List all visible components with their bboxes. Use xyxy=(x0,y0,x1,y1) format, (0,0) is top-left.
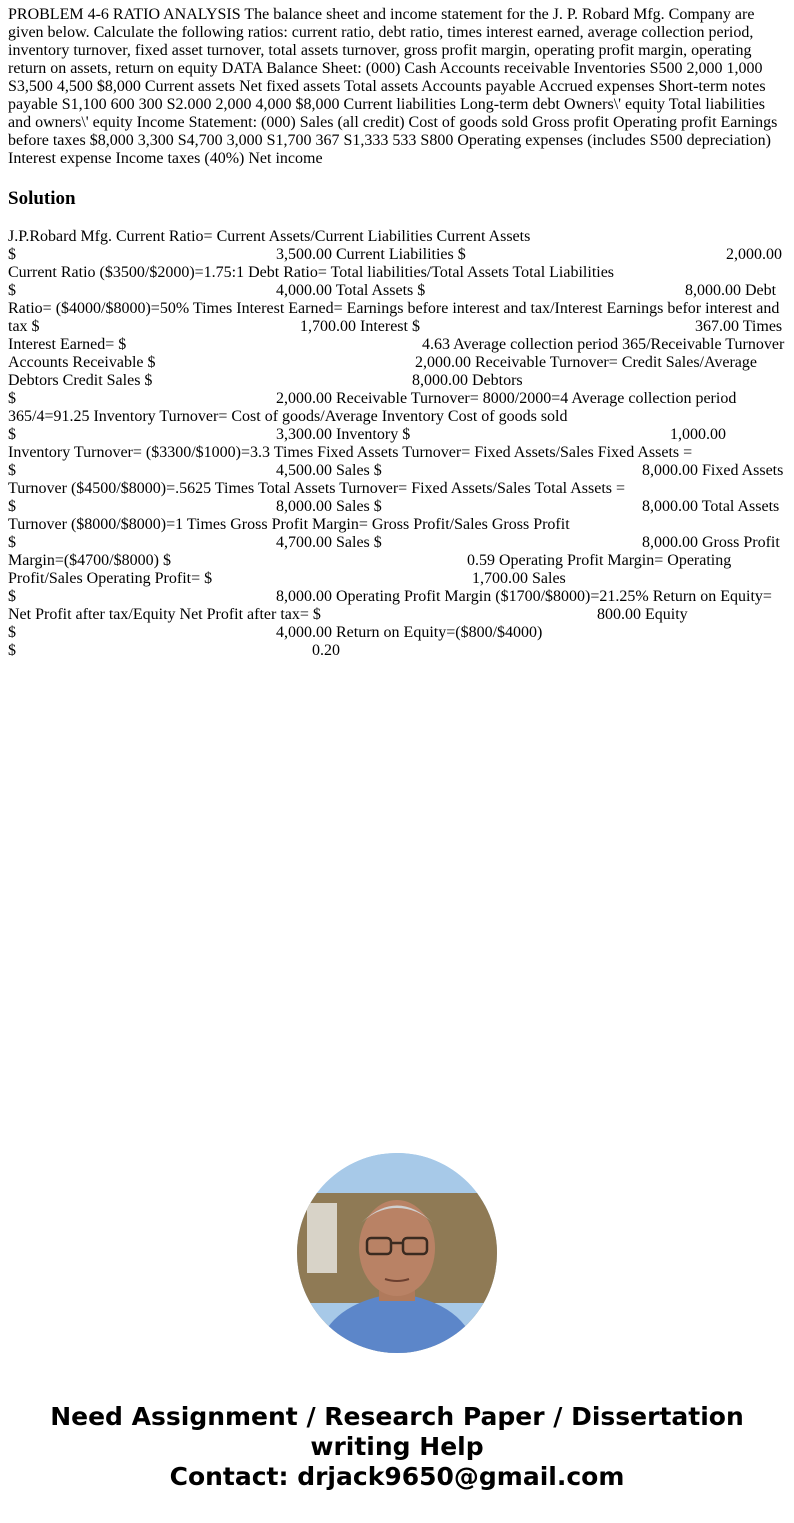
solution-text: $ xyxy=(8,588,16,605)
solution-line xyxy=(0,318,794,336)
solution-text: 365/4=91.25 Inventory Turnover= Cost of goods/Average Inventory Cost of goods sold xyxy=(8,408,568,425)
solution-line xyxy=(0,246,794,264)
solution-text: 8,000.00 Total Assets xyxy=(642,498,780,515)
solution-text: Net Profit after tax/Equity Net Profit after tax= $ xyxy=(8,606,321,623)
solution-line xyxy=(0,588,794,606)
solution-line xyxy=(0,282,794,300)
solution-text: $ xyxy=(8,390,16,407)
promo-footer xyxy=(0,1402,794,1492)
solution-text: $ xyxy=(8,426,16,443)
solution-line xyxy=(0,606,794,624)
solution-text: 3,500.00 Current Liabilities $ xyxy=(276,246,466,263)
solution-text: 367.00 Times xyxy=(695,318,783,335)
solution-text: 1,700.00 Sales xyxy=(472,570,566,587)
solution-text: 8,000.00 Gross Profit xyxy=(642,534,780,551)
solution-line xyxy=(0,534,794,552)
solution-text: 4,000.00 Total Assets $ xyxy=(276,282,426,299)
solution-text: Profit/Sales Operating Profit= $ xyxy=(8,570,213,587)
promo-line: writing Help xyxy=(310,1432,484,1461)
solution-text: 1,000.00 xyxy=(670,426,726,443)
solution-text: $ xyxy=(8,282,16,299)
solution-text: 3,300.00 Inventory $ xyxy=(276,426,411,443)
solution-text: Ratio= ($4000/$8000)=50% Times Interest Earned= Earnings before interest and tax/Interest Earnings befor interest and xyxy=(8,300,780,317)
solution-line xyxy=(0,498,794,516)
solution-text: $ xyxy=(8,534,16,551)
solution-line xyxy=(0,444,794,462)
solution-line xyxy=(0,516,794,534)
solution-body xyxy=(0,228,794,660)
solution-text: 0.59 Operating Profit Margin= Operating xyxy=(467,552,732,569)
solution-line xyxy=(0,480,794,498)
solution-text: 1,700.00 Interest $ xyxy=(300,318,420,335)
solution-text: $ xyxy=(8,624,16,641)
solution-line xyxy=(0,426,794,444)
solution-text: 800.00 Equity xyxy=(597,606,688,623)
solution-text: 4,000.00 Return on Equity=($800/$4000) xyxy=(276,624,543,641)
solution-line xyxy=(0,462,794,480)
solution-text: $ xyxy=(8,498,16,515)
solution-text: 2,000.00 Receivable Turnover= Credit Sales/Average xyxy=(415,354,757,371)
solution-text: Margin=($4700/$8000) $ xyxy=(8,552,171,569)
solution-text: 0.20 xyxy=(312,642,340,659)
solution-line xyxy=(0,372,794,390)
solution-text: 4,700.00 Sales $ xyxy=(276,534,382,551)
solution-text: $ xyxy=(8,246,16,263)
promo-line: Need Assignment / Research Paper / Dissertation xyxy=(50,1402,744,1431)
person-portrait-icon xyxy=(297,1153,497,1353)
solution-line xyxy=(0,570,794,588)
solution-text: Debtors Credit Sales $ xyxy=(8,372,153,389)
solution-line xyxy=(0,264,794,282)
solution-text: 8,000.00 Sales $ xyxy=(276,498,382,515)
solution-text: tax $ xyxy=(8,318,40,335)
solution-text: 8,000.00 Debtors xyxy=(412,372,523,389)
solution-line xyxy=(0,642,794,660)
solution-line xyxy=(0,336,794,354)
solution-line xyxy=(0,408,794,426)
solution-text: Turnover ($8000/$8000)=1 Times Gross Profit Margin= Gross Profit/Sales Gross Profit xyxy=(8,516,570,533)
contact-email: Contact: drjack9650@gmail.com xyxy=(169,1462,625,1491)
solution-text: 4,500.00 Sales $ xyxy=(276,462,382,479)
solution-text: 2,000.00 xyxy=(726,246,782,263)
solution-line xyxy=(0,624,794,642)
solution-text: $ xyxy=(8,642,16,659)
author-photo xyxy=(297,1153,497,1353)
solution-text: Accounts Receivable $ xyxy=(8,354,156,371)
solution-text: Turnover ($4500/$8000)=.5625 Times Total Assets Turnover= Fixed Assets/Sales Total Assets = xyxy=(8,480,626,497)
solution-heading: Solution xyxy=(8,188,76,209)
solution-text: Inventory Turnover= ($3300/$1000)=3.3 Times Fixed Assets Turnover= Fixed Assets/Sales Fixed Assets = xyxy=(8,444,693,461)
solution-text: 4.63 Average collection period 365/Receivable Turnover xyxy=(422,336,785,353)
solution-line xyxy=(0,354,794,372)
solution-text: J.P.Robard Mfg. Current Ratio= Current Assets/Current Liabilities Current Assets xyxy=(8,228,531,245)
problem-statement: PROBLEM 4-6 RATIO ANALYSIS The balance sheet and income statement for the J. P. Robard Mfg. Company are given below. Calculate the following ratios: current ratio, debt ratio, times interest earned, average collection period, inventory turnover, fixed asset turnover, total assets turnover, gross profit margin, operating profit margin, operating return on assets, return on equity DATA Balance Sheet: (000) Cash Accounts receivable Inventories S500 2,000 1,000 S3,500 4,500 $8,000 Current assets Net fixed assets Total assets Accounts payable Accrued expenses Short-term notes payable S1,100 600 300 S2.000 2,000 4,000 $8,000 Current liabilities Long-term debt Owners\' equity Total liabilities and owners\' equity Income Statement: (000) Sales (all credit) Cost of goods sold Gross profit Operating profit Earnings before taxes $8,000 3,300 S4,700 3,000 S1,700 367 S1,333 533 S800 Operating expenses (includes S500 depreciation) Interest expense Income taxes (40%) Net income xyxy=(8,6,778,167)
solution-text: 8,000.00 Debt xyxy=(685,282,777,299)
solution-line xyxy=(0,228,794,246)
solution-line xyxy=(0,390,794,408)
solution-line xyxy=(0,300,794,318)
solution-text: $ xyxy=(8,462,16,479)
solution-text: Interest Earned= $ xyxy=(8,336,127,353)
solution-text: 8,000.00 Fixed Assets xyxy=(642,462,784,479)
solution-text: Current Ratio ($3500/$2000)=1.75:1 Debt Ratio= Total liabilities/Total Assets Total Liabilities xyxy=(8,264,615,281)
solution-text: 8,000.00 Operating Profit Margin ($1700/$8000)=21.25% Return on Equity= xyxy=(276,588,772,605)
solution-line xyxy=(0,552,794,570)
solution-text: 2,000.00 Receivable Turnover= 8000/2000=4 Average collection period xyxy=(276,390,737,407)
